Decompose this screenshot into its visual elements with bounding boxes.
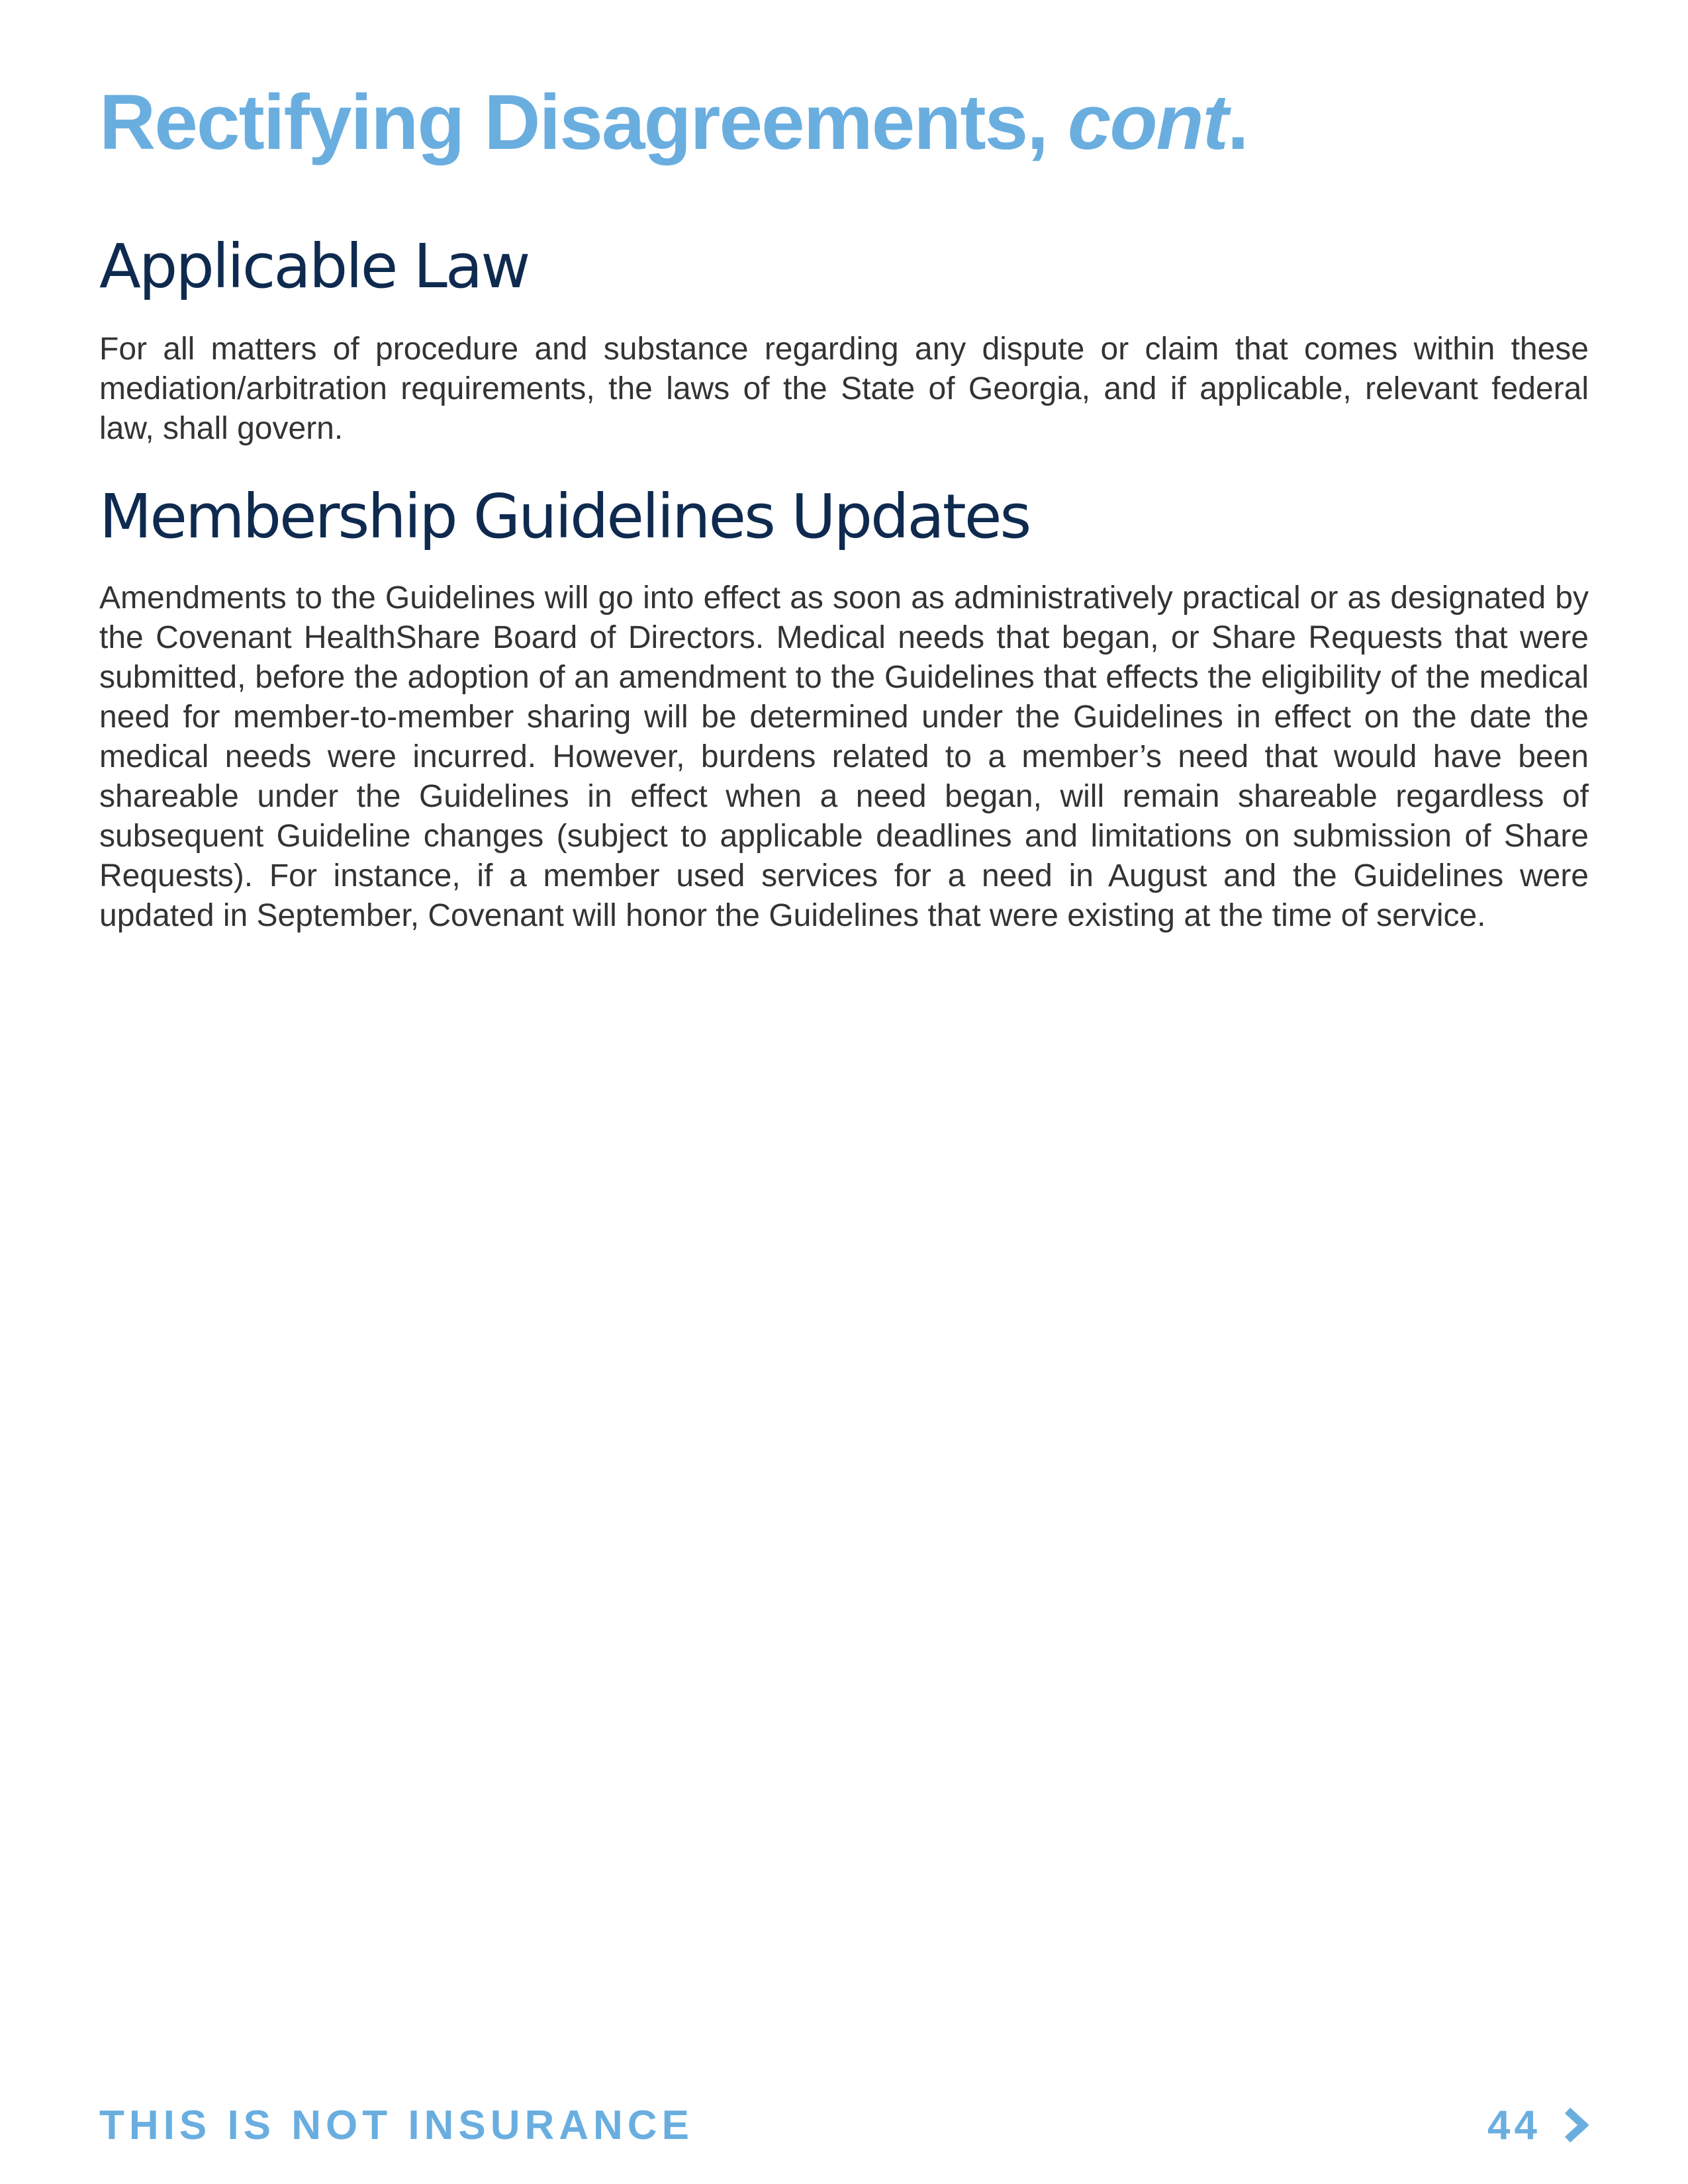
page-number: 44 (1487, 2102, 1541, 2148)
page-footer (99, 2102, 1589, 2148)
chevron-right-icon[interactable] (1562, 2105, 1589, 2145)
section-body-guidelines-updates: Amendments to the Guidelines will go into effect as soon as administratively practical or as designated by the Covenant HealthShare Board of Directors. Medical needs that began, or Share Requests that were submitted, before the adoption of an amendment to the Guidelines that effects the eligibility of the medical need for member-to-member sharing will be determined under the Guidelines in effect on the date the medical needs were incurred. However, burdens related to a member’s need that would have been shareable under the Guidelines in effect when a need began, will remain shareable regardless of subsequent Guideline changes (subject to applicable deadlines and limitations on submission of Share Requests). For instance, if a member used services for a need in August and the Guidelines were updated in September, Covenant will honor the Guidelines that were existing at the time of service. (99, 580, 1589, 933)
footer-disclaimer: THIS IS NOT INSURANCE (99, 2102, 694, 2148)
page-title-end: . (1227, 79, 1248, 166)
section-body-applicable-law: For all matters of procedure and substance regarding any dispute or claim that comes within these mediation/arbitration requirements, the laws of the State of Georgia, and if applicable, relevant federal law, shall govern. (99, 332, 1589, 446)
page-title-main: Rectifying Disagreements, (99, 79, 1048, 166)
section-heading-applicable-law: Applicable Law (99, 231, 529, 302)
footer-pagination (1487, 2102, 1589, 2149)
page-title (99, 78, 1248, 168)
page-title-italic: cont (1067, 79, 1227, 166)
section-heading-guidelines-updates: Membership Guidelines Updates (99, 481, 1030, 552)
